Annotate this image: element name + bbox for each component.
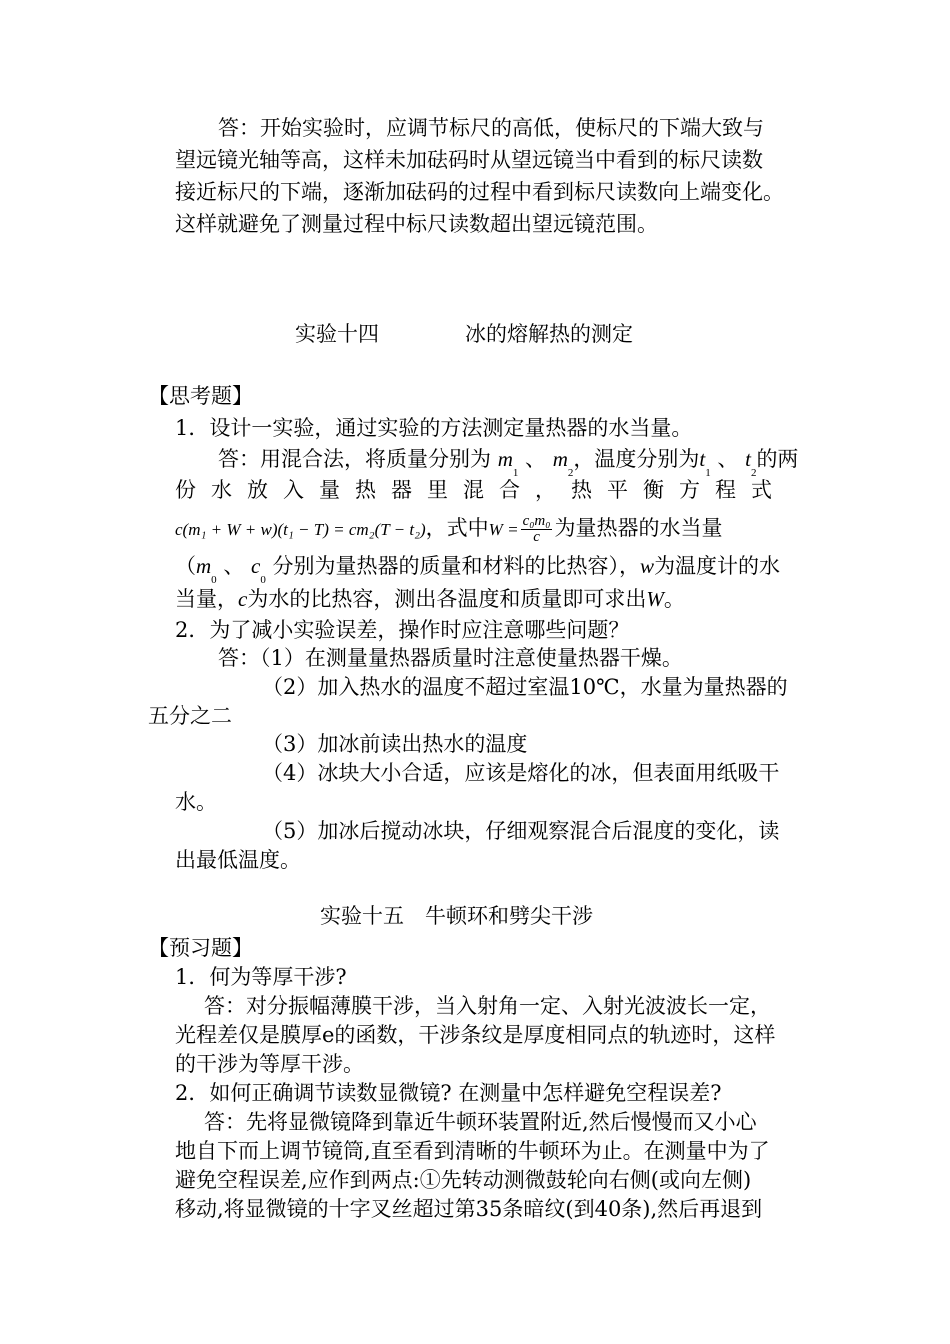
top-answer-line-4: 这样就避免了测量过程中标尺读数超出望远镜范围。 — [175, 212, 658, 236]
exp15-question-2: 2．如何正确调节读数显微镜? 在测量中怎样避免空程误差? — [175, 1081, 722, 1105]
exp15-answer-2-line-2: 地自下而上调节镜筒,直至看到清晰的牛顿环为止。在测量中为了 — [175, 1139, 770, 1163]
exp14-answer-1-line-3: c(m₁ + W + w)(t₁ − T) = cm₂(T − t₂)，式中W = $\frac{\text{c₀m₀}}{c}$ 为量热器的水当量 — [175, 513, 723, 545]
exp15-answer-1-line-3: 的干涉为等厚干涉。 — [175, 1052, 364, 1076]
top-answer-line-2: 望远镜光轴等高，这样未加砝码时从望远镜当中看到的标尺读数 — [175, 148, 763, 172]
top-answer-line-3: 接近标尺的下端，逐渐加砝码的过程中看到标尺读数向上端变化。 — [175, 180, 784, 204]
exp14-answer-2-item-5: （5）加冰后搅动冰块，仔细观察混合后混度的变化，读 — [262, 819, 780, 843]
exp14-answer-2-item-2-cont: 五分之二 — [148, 704, 232, 728]
exp15-answer-2-line-4: 移动,将显微镜的十字叉丝超过第35条暗纹(到40条),然后再退到 — [175, 1197, 763, 1221]
exp15-answer-1-line-2: 光程差仅是膜厚e的函数，干涉条纹是厚度相同点的轨迹时，这样 — [175, 1023, 776, 1047]
exp15-section-label: 【预习题】 — [148, 936, 253, 960]
heat-balance-equation: c(m₁ + W + w)(t₁ − T) = cm₂(T − t₂) — [175, 520, 426, 539]
exp15-title: 实验十五 牛顿环和劈尖干涉 — [320, 904, 593, 928]
water-equivalent-fraction: $\frac{\text{c₀m₀}}{c}$ — [522, 513, 551, 545]
exp14-answer-2-item-2: （2）加入热水的温度不超过室温10℃，水量为量热器的 — [262, 675, 788, 699]
exp15-question-1: 1．何为等厚干涉? — [175, 965, 347, 989]
exp15-answer-2-line-3: 避免空程误差,应作到两点:①先转动测微鼓轮向右侧(或向左侧) — [175, 1168, 752, 1192]
exp14-title-number: 实验十四 — [295, 322, 379, 346]
exp14-answer-1-line-2: 份水放入量热器里混合，热平衡方程式 — [175, 478, 787, 502]
exp15-answer-1-line-1: 答：对分振幅薄膜干涉，当入射角一定、入射光波波长一定， — [204, 994, 771, 1018]
exp14-section-label: 【思考题】 — [148, 384, 253, 408]
exp14-answer-1-line-4: （$m_0$ 、 $c_0$ 分别为量热器的质量和材料的比热容），w为温度计的水 — [175, 554, 781, 586]
exp14-answer-2-item-1: 答：（1）在测量量热器质量时注意使量热器干燥。 — [218, 646, 683, 670]
exp14-question-1: 1．设计一实验，通过实验的方法测定量热器的水当量。 — [175, 416, 693, 440]
top-answer-line-1: 答：开始实验时，应调节标尺的高低，使标尺的下端大致与 — [218, 116, 764, 140]
exp14-title-name: 冰的熔解热的测定 — [465, 322, 633, 346]
exp14-answer-2-item-4: （4）冰块大小合适，应该是熔化的冰，但表面用纸吸干 — [262, 761, 780, 785]
exp14-question-2: 2．为了减小实验误差，操作时应注意哪些问题？ — [175, 618, 630, 642]
exp14-answer-2-item-5-cont: 出最低温度。 — [175, 848, 301, 872]
exp14-answer-1-line-5: 当量，c为水的比热容，测出各温度和质量即可求出W。 — [175, 587, 685, 611]
exp15-answer-2-line-1: 答：先将显微镜降到靠近牛顿环装置附近,然后慢慢而又小心 — [204, 1110, 757, 1134]
exp14-answer-2-item-3: （3）加冰前读出热水的温度 — [262, 732, 528, 756]
exp14-answer-1-line-1: 答：用混合法，将质量分别为 $m_1$ 、 $m_2$，温度分别为$t_1$ 、 $t_2$的两 — [218, 447, 799, 479]
exp14-answer-2-item-4-cont: 水。 — [175, 790, 217, 814]
